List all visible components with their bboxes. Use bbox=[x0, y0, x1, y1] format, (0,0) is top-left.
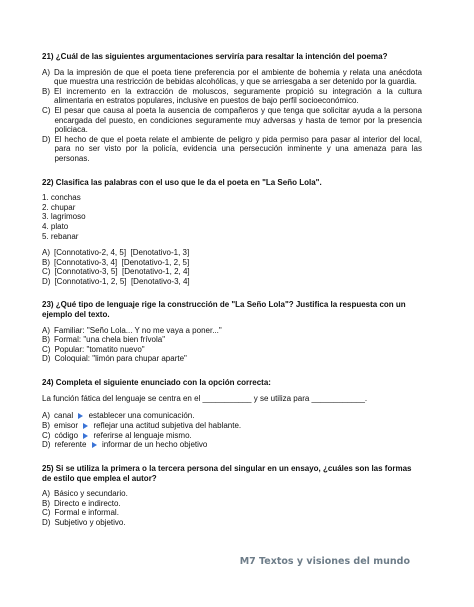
option-left: emisor bbox=[54, 420, 79, 430]
word-item: 3. lagrimoso bbox=[42, 212, 86, 222]
option-key: A) bbox=[42, 489, 50, 499]
option-key: A) bbox=[42, 325, 50, 335]
arrow-right-icon bbox=[89, 440, 100, 450]
option-text: Popular: "tomatito nuevo" bbox=[54, 344, 145, 354]
answer-option bbox=[42, 489, 422, 499]
question-title: 21) ¿Cuál de las siguientes argumentaciones serviría para resaltar la intención del poema? bbox=[42, 52, 388, 61]
option-right: establecer una comunicación. bbox=[88, 411, 195, 421]
answer-option bbox=[42, 508, 422, 518]
option-text: El hecho de que el poeta relate el ambiente de peligro y pida permiso para pasar al interior del local, para no ser visto por la policía, evidencia una persecución inminente y una amenaza para las personas. bbox=[54, 134, 422, 163]
option-key: D) bbox=[42, 134, 51, 144]
question-21 bbox=[42, 52, 422, 164]
answer-option bbox=[42, 248, 422, 258]
option-key: C) bbox=[42, 344, 51, 354]
option-key: B) bbox=[42, 257, 50, 267]
option-key: D) bbox=[42, 354, 51, 364]
answer-option bbox=[42, 135, 422, 164]
question-title: 23) ¿Qué tipo de lenguaje rige la construcción de "La Seño Lola"? Justifica la respuesta con un ejemplo del texto. bbox=[42, 300, 406, 320]
option-left: referente bbox=[54, 440, 87, 450]
answer-option bbox=[42, 440, 422, 450]
option-text: Formal e informal. bbox=[54, 508, 119, 518]
option-right: referirse al lenguaje mismo. bbox=[93, 430, 192, 440]
question-25 bbox=[42, 464, 422, 528]
option-text: Familiar: "Seño Lola... Y no me vaya a poner..." bbox=[54, 325, 222, 335]
option-text: Coloquial: "limón para chupar aparte" bbox=[54, 354, 187, 364]
option-key: A) bbox=[42, 248, 50, 258]
answer-option bbox=[42, 87, 422, 106]
answer-option bbox=[42, 68, 422, 87]
answer-option bbox=[42, 518, 422, 528]
answer-option bbox=[42, 277, 422, 287]
option-text: El incremento en la extracción de moluscos, seguramente propició su integración a la cultura alimentaria en estratos populares, inclusive en puestos de bajo perfil socioeconómico. bbox=[54, 86, 422, 106]
answer-option bbox=[42, 354, 422, 364]
option-key: C) bbox=[42, 267, 51, 277]
question-title: 25) Si se utiliza la primera o la tercera persona del singular en un ensayo, ¿cuáles son las formas de estilo que emplea el autor? bbox=[42, 463, 412, 483]
question-list bbox=[42, 52, 422, 528]
arrow-right-icon bbox=[80, 421, 91, 431]
question-title: 22) Clasifica las palabras con el uso que le da el poeta en "La Seño Lola". bbox=[42, 177, 322, 187]
statement-text: La función fática del lenguaje se centra en el ___________ y se utiliza para ____________. bbox=[42, 393, 368, 403]
option-text: El pesar que causa al poeta la ausencia de compañeros y que tenga que solicitar ayuda a la persona encargada del puesto, en condiciones seguramente muy adversas y hasta de temor por la presencia policiaca. bbox=[54, 105, 422, 135]
answer-option bbox=[42, 411, 422, 421]
option-key: D) bbox=[42, 440, 51, 450]
footer-course-title: M7 Textos y visiones del mundo bbox=[239, 556, 410, 567]
question-title: 24) Completa el siguiente enunciado con la opción correcta: bbox=[42, 378, 271, 388]
word-item: 5. rebanar bbox=[42, 231, 79, 241]
option-text: [Connotativo-2, 4, 5] [Denotativo-1, 3] bbox=[54, 248, 190, 258]
answer-option bbox=[42, 431, 422, 441]
option-right: informar de un hecho objetivo bbox=[101, 440, 208, 450]
option-text: Básico y secundario. bbox=[54, 489, 128, 499]
option-text: [Connotativo-1, 2, 5] [Denotativo-3, 4] bbox=[54, 276, 190, 286]
option-key: C) bbox=[42, 508, 51, 518]
option-key: B) bbox=[42, 335, 50, 345]
option-left: código bbox=[54, 430, 79, 440]
option-key: C) bbox=[42, 430, 51, 440]
option-key: B) bbox=[42, 86, 50, 96]
option-text: [Connotativo-3, 5] [Denotativo-1, 2, 4] bbox=[54, 267, 190, 277]
option-left: canal bbox=[54, 411, 74, 421]
answer-option bbox=[42, 258, 422, 268]
word-item: 4. plato bbox=[42, 221, 69, 231]
option-key: D) bbox=[42, 517, 51, 527]
option-right: reflejar una actitud subjetiva del hablante. bbox=[93, 420, 242, 430]
option-key: A) bbox=[42, 411, 50, 421]
option-text: Da la impresión de que el poeta tiene preferencia por el ambiente de bohemia y relata una anécdota que muestra una restricción de bebidas alcohólicas, y que se arriesgaba a ser detenido por la guardia. bbox=[54, 67, 422, 87]
answer-option bbox=[42, 106, 422, 135]
option-text: Subjetivo y objetivo. bbox=[54, 517, 126, 527]
answer-option bbox=[42, 345, 422, 355]
option-key: D) bbox=[42, 276, 51, 286]
option-key: A) bbox=[42, 67, 50, 77]
answer-option bbox=[42, 326, 422, 336]
question-23 bbox=[42, 300, 422, 364]
option-text: Directo e indirecto. bbox=[54, 498, 121, 508]
word-item: 2. chupar bbox=[42, 202, 76, 212]
question-24 bbox=[42, 378, 422, 450]
option-key: B) bbox=[42, 420, 50, 430]
option-key: B) bbox=[42, 498, 50, 508]
word-item: 1. conchas bbox=[42, 193, 81, 203]
arrow-right-icon bbox=[80, 431, 91, 441]
answer-option bbox=[42, 267, 422, 277]
question-22 bbox=[42, 178, 422, 287]
option-text: [Connotativo-3, 4] [Denotativo-1, 2, 5] bbox=[54, 257, 190, 267]
option-key: C) bbox=[42, 105, 51, 115]
option-text: Formal: "una chela bien frívola" bbox=[54, 335, 166, 345]
answer-option bbox=[42, 499, 422, 509]
arrow-right-icon bbox=[75, 411, 86, 421]
answer-option bbox=[42, 421, 422, 431]
answer-option bbox=[42, 335, 422, 345]
